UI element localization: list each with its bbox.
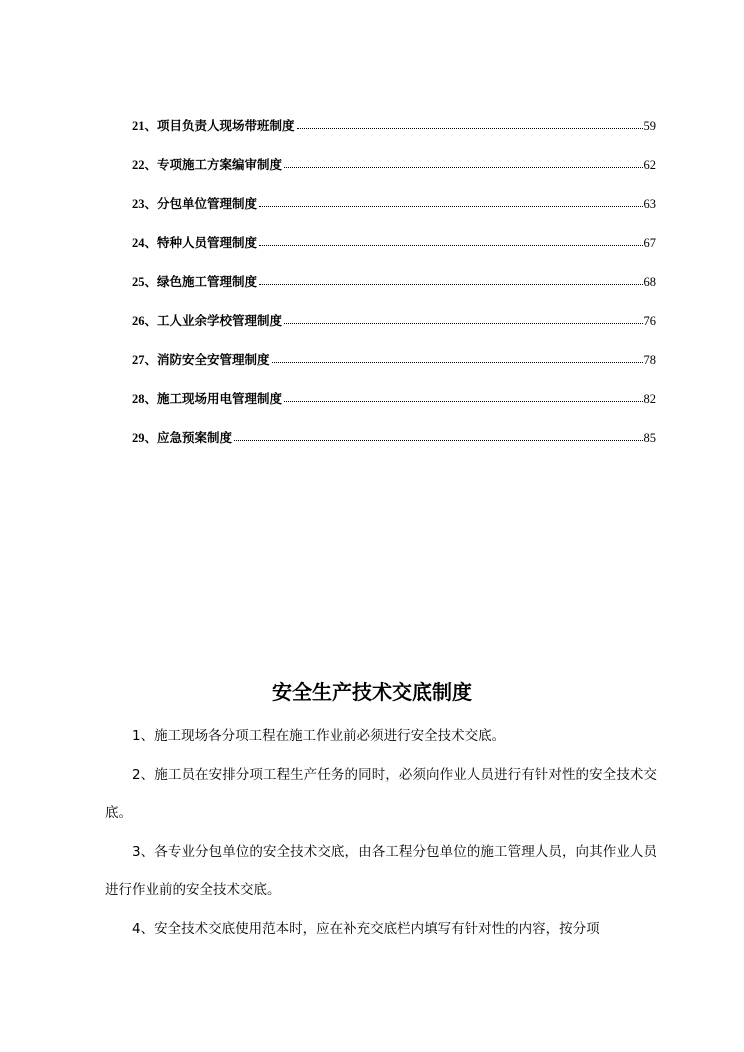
- toc-entry-page: 85: [643, 431, 656, 445]
- toc-dot-leader: [259, 245, 642, 246]
- section-body: [105, 717, 657, 948]
- toc-entry-separator: 、: [144, 235, 158, 250]
- toc-entry-separator: 、: [144, 352, 158, 367]
- toc-entry-page: 63: [643, 197, 656, 211]
- toc-entry-number: 25: [132, 275, 145, 289]
- toc-entry-title: 绿色施工管理制度: [157, 274, 258, 289]
- toc-dot-leader: [272, 362, 643, 363]
- toc-dot-leader: [284, 401, 642, 402]
- toc-entry-title: 特种人员管理制度: [157, 235, 258, 250]
- toc-entry-title: 专项施工方案编审制度: [157, 157, 283, 172]
- toc-entry[interactable]: [132, 428, 656, 448]
- paragraph: 1、施工现场各分项工程在施工作业前必须进行安全技术交底。: [132, 728, 506, 744]
- toc-dot-leader: [297, 128, 643, 129]
- toc-dot-leader: [284, 323, 642, 324]
- toc-entry-separator: 、: [144, 391, 158, 406]
- toc-entry-number: 23: [132, 197, 145, 211]
- toc-entry-separator: 、: [144, 430, 158, 445]
- toc-dot-leader: [284, 167, 642, 168]
- toc-entry-page: 76: [643, 314, 656, 328]
- toc-entry-title: 分包单位管理制度: [157, 196, 258, 211]
- toc-entry-page: 78: [643, 353, 656, 367]
- toc-dot-leader: [259, 284, 642, 285]
- toc-entry-title: 工人业余学校管理制度: [157, 313, 283, 328]
- toc-entry-page: 67: [643, 236, 656, 250]
- toc-entry-separator: 、: [144, 157, 158, 172]
- toc-entry-page: 62: [643, 158, 656, 172]
- toc-entry[interactable]: [132, 233, 656, 253]
- paragraph: 4、安全技术交底使用范本时，应在补充交底栏内填写有针对性的内容，按分项: [132, 920, 600, 937]
- toc-dot-leader: [259, 206, 642, 207]
- toc-entry-number: 22: [132, 158, 145, 172]
- toc-entry-title: 施工现场用电管理制度: [157, 391, 283, 406]
- toc-entry-separator: 、: [144, 196, 158, 211]
- toc-entry-page: 82: [643, 392, 656, 406]
- toc-entry[interactable]: [132, 272, 656, 292]
- toc-entry-page: 68: [643, 275, 656, 289]
- toc-entry-number: 27: [132, 353, 145, 367]
- toc-entry[interactable]: [132, 311, 656, 331]
- toc-entry-page: 59: [643, 119, 656, 133]
- toc-entry-separator: 、: [144, 313, 158, 328]
- toc-entry[interactable]: [132, 350, 656, 370]
- toc-entry-separator: 、: [144, 118, 158, 133]
- toc-entry[interactable]: [132, 194, 656, 214]
- toc-dot-leader: [234, 440, 642, 441]
- section-title: 安全生产技术交底制度: [272, 680, 472, 704]
- toc-entry-number: 24: [132, 236, 145, 250]
- toc-entry-title: 项目负责人现场带班制度: [157, 118, 295, 133]
- paragraph: 3、各专业分包单位的安全技术交底，由各工程分包单位的施工管理人员，向其作业人员进行作业前的安全技术交底。: [105, 843, 657, 898]
- toc-entry-number: 26: [132, 314, 145, 328]
- toc-entry-number: 28: [132, 392, 145, 406]
- toc-entry[interactable]: [132, 155, 656, 175]
- table-of-contents: [132, 116, 656, 467]
- toc-entry-title: 应急预案制度: [157, 430, 233, 445]
- toc-entry[interactable]: [132, 116, 656, 136]
- toc-entry-number: 21: [132, 119, 145, 133]
- toc-entry-number: 29: [132, 431, 145, 445]
- paragraph: 2、施工员在安排分项工程生产任务的同时，必须向作业人员进行有针对性的安全技术交底。: [105, 766, 657, 821]
- toc-entry-separator: 、: [144, 274, 158, 289]
- toc-entry[interactable]: [132, 389, 656, 409]
- toc-entry-title: 消防安全安管理制度: [157, 352, 270, 367]
